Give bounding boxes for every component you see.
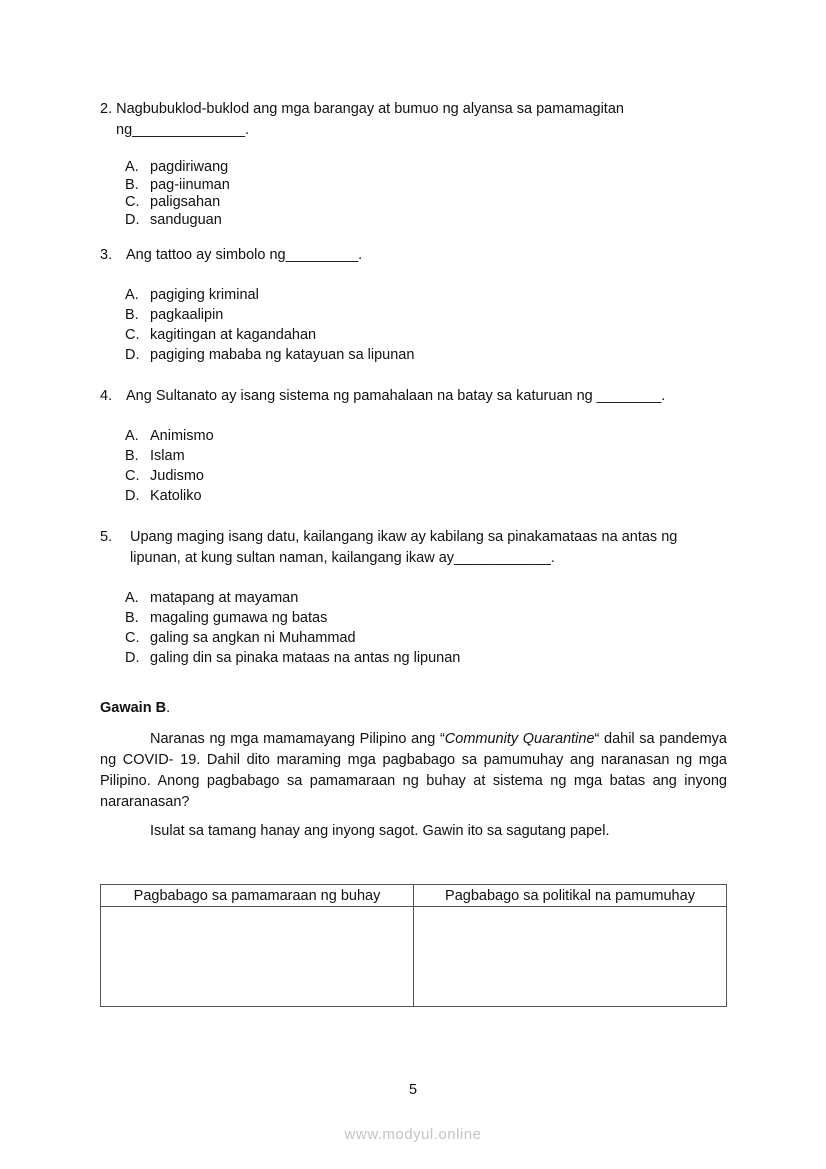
option-letter: D.: [125, 347, 140, 363]
question-number: 5.: [100, 529, 113, 545]
option-text: Islam: [150, 448, 185, 464]
option-letter: D.: [125, 650, 140, 666]
question-2-option-b: [125, 176, 230, 194]
gawain-b-heading: [100, 698, 170, 718]
question-number: 2.: [100, 101, 113, 117]
question-5-option-c: [125, 629, 356, 647]
option-letter: D.: [125, 488, 140, 504]
question-3-option-c: [125, 326, 316, 344]
option-letter: A.: [125, 287, 139, 303]
option-letter: C.: [125, 630, 140, 646]
table-header-row: [101, 885, 727, 907]
answer-table: [100, 884, 727, 1007]
answer-cell-politikal[interactable]: [414, 907, 727, 1007]
question-5-option-d: [125, 649, 460, 667]
question-text: Ang tattoo ay simbolo ng_________.: [126, 247, 363, 263]
option-letter: B.: [125, 307, 139, 323]
question-number: 3.: [100, 247, 113, 263]
option-letter: A.: [125, 159, 139, 175]
option-text: paligsahan: [150, 194, 221, 210]
question-text: Nagbubuklod-buklod ang mga barangay at bumuo ng alyansa sa pamamagitan: [116, 101, 624, 117]
question-2-option-c: [125, 193, 220, 211]
option-text: pagiging kriminal: [150, 287, 259, 303]
gawain-b-paragraph-2: Isulat sa tamang hanay ang inyong sagot. Gawin ito sa sagutang papel.: [150, 823, 610, 839]
question-3-option-d: [125, 346, 414, 364]
option-letter: A.: [125, 590, 139, 606]
page-number: 5: [408, 1082, 418, 1098]
table-row: [101, 907, 727, 1007]
watermark: www.modyul.online: [344, 1126, 482, 1143]
option-text: pagiging mababa ng katayuan sa lipunan: [150, 347, 415, 363]
question-text: Ang Sultanato ay isang sistema ng pamahalaan na batay sa katuruan ng ________.: [126, 388, 666, 404]
option-text: pagkaalipin: [150, 307, 224, 323]
question-text: Upang maging isang datu, kailangang ikaw ay kabilang sa pinakamataas na antas ng: [130, 529, 678, 545]
question-4-option-b: [125, 447, 185, 465]
question-3-option-a: [125, 286, 259, 304]
option-letter: D.: [125, 212, 140, 228]
table-header-buhay: Pagbabago sa pamamaraan ng buhay: [101, 885, 414, 907]
heading-period: .: [166, 700, 171, 716]
option-text: Animismo: [150, 428, 214, 444]
question-2-text-line2: ng______________.: [116, 122, 250, 138]
heading-text: Gawain B: [100, 700, 167, 716]
option-letter: A.: [125, 428, 139, 444]
option-text: matapang at mayaman: [150, 590, 299, 606]
option-text: Katoliko: [150, 488, 202, 504]
option-letter: B.: [125, 448, 139, 464]
option-text: pag-iinuman: [150, 177, 230, 193]
table-header-politikal: Pagbabago sa politikal na pamumuhay: [414, 885, 727, 907]
option-text: galing din sa pinaka mataas na antas ng lipunan: [150, 650, 461, 666]
option-text: Judismo: [150, 468, 204, 484]
question-5-option-b: [125, 609, 327, 627]
question-2-option-d: [125, 211, 222, 229]
question-4-text: [100, 386, 665, 406]
option-text: pagdiriwang: [150, 159, 229, 175]
question-2-text-line1: [100, 99, 624, 119]
paragraph-italic-text: Community Quarantine: [444, 731, 595, 747]
question-4-option-c: [125, 467, 204, 485]
option-letter: C.: [125, 468, 140, 484]
question-3-option-b: [125, 306, 223, 324]
option-letter: B.: [125, 177, 139, 193]
question-5-text-line2: lipunan, at kung sultan naman, kailangang ikaw ay____________.: [130, 550, 555, 566]
question-5-option-a: [125, 589, 298, 607]
question-2-option-a: [125, 158, 228, 176]
option-letter: B.: [125, 610, 139, 626]
question-4-option-a: [125, 427, 214, 445]
question-3-text: [100, 245, 362, 265]
option-text: kagitingan at kagandahan: [150, 327, 317, 343]
option-letter: C.: [125, 327, 140, 343]
paragraph-text: Naranas ng mga mamamayang Pilipino ang “: [150, 731, 445, 747]
answer-cell-buhay[interactable]: [101, 907, 414, 1007]
question-5-text-line1: [100, 527, 677, 547]
question-number: 4.: [100, 388, 113, 404]
option-text: galing sa angkan ni Muhammad: [150, 630, 356, 646]
gawain-b-paragraph-1: [100, 729, 727, 813]
option-letter: C.: [125, 194, 140, 210]
question-4-option-d: [125, 487, 202, 505]
option-text: sanduguan: [150, 212, 222, 228]
option-text: magaling gumawa ng batas: [150, 610, 328, 626]
paragraph-text: “ dahil sa pandemya ng COVID- 19. Dahil dito maraming mga pagbabago sa pamumuhay ang naranasan ng mga Pilipino. Anong pagbabago sa pamamaraan ng buhay at sistema ng mga batas ang inyong nararanasan?: [100, 731, 728, 810]
